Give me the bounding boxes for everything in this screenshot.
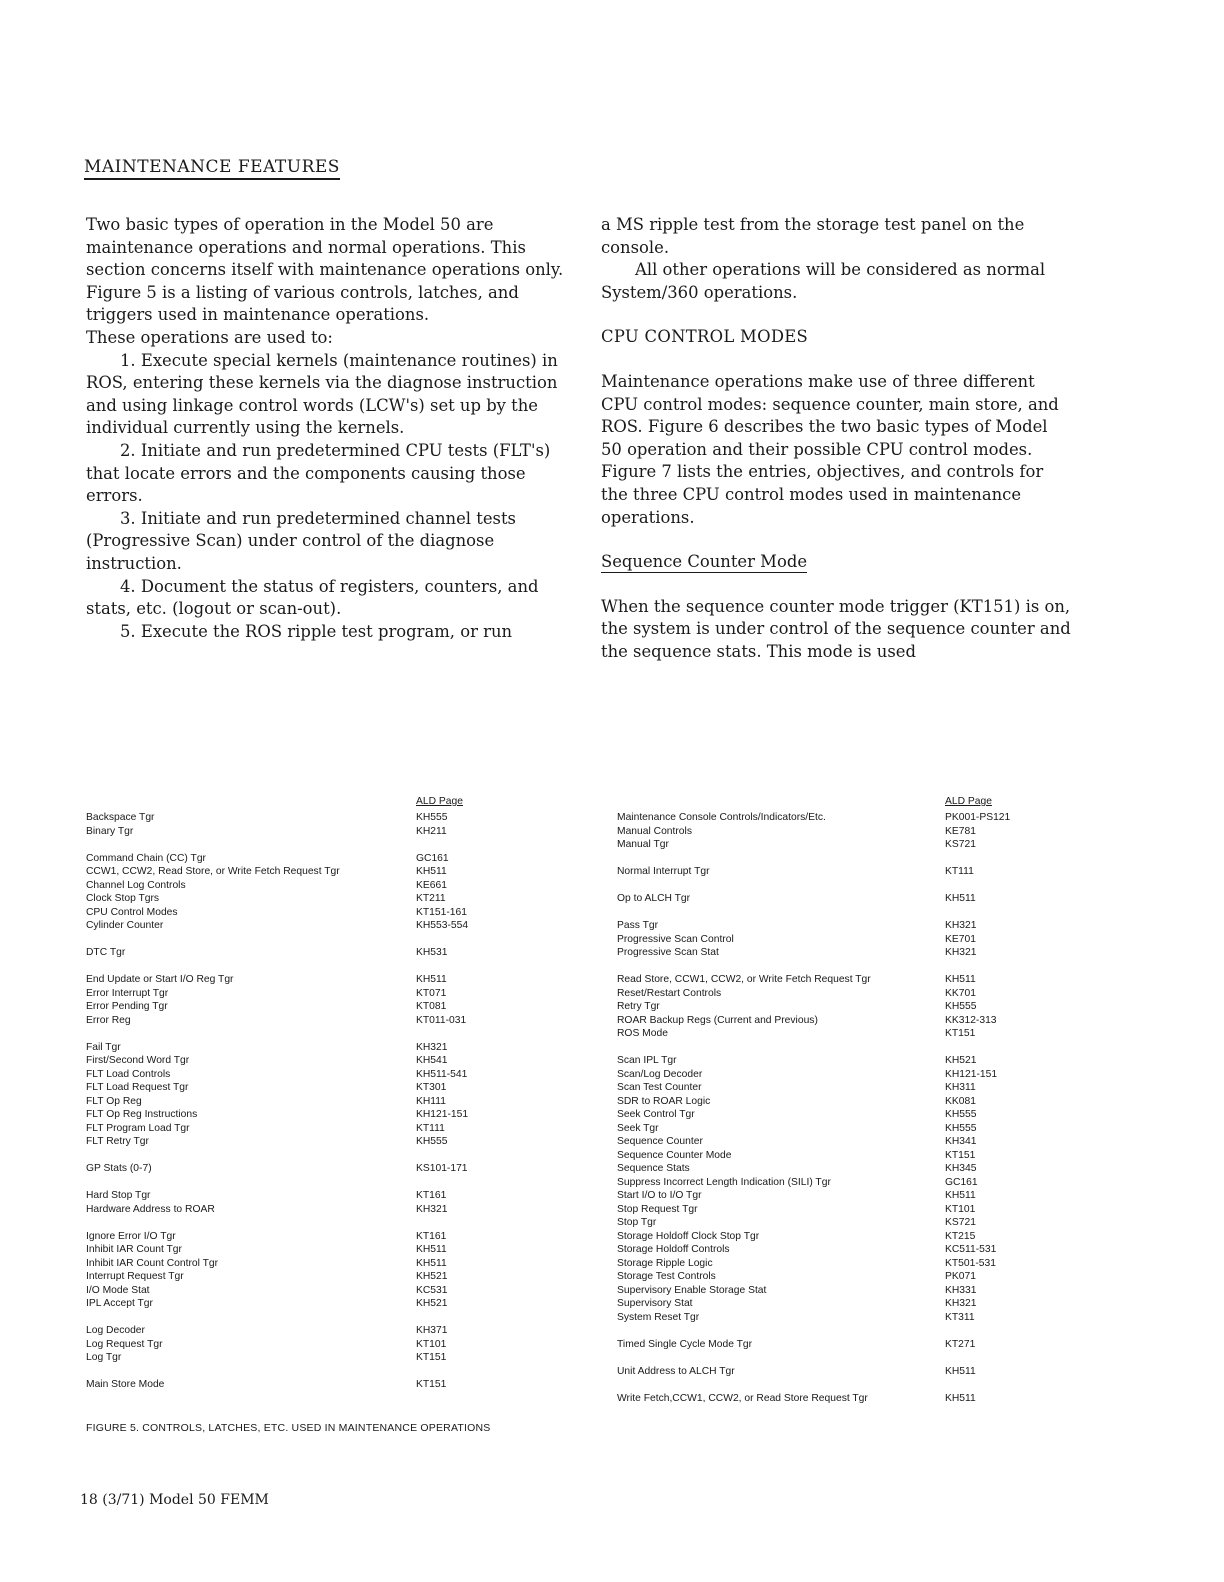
control-name: Command Chain (CC) Tgr: [86, 852, 206, 864]
table-row: [86, 1108, 506, 1122]
control-name: Supervisory Stat: [617, 1298, 693, 1309]
table-row: [86, 1284, 506, 1298]
control-name: Inhibit IAR Count Control Tgr: [86, 1257, 219, 1269]
table-row: [86, 1297, 506, 1311]
list-item: 2. Initiate and run predetermined CPU tests (FLT's) that locate errors and the components causing those errors.: [86, 440, 551, 506]
ald-page-value: KT151: [945, 1149, 976, 1161]
ald-page-value: KH521: [945, 1055, 977, 1066]
ald-page-value: KH511: [945, 974, 976, 985]
ald-page-value: KH341: [945, 1136, 977, 1147]
table-row: [86, 879, 506, 893]
ald-page-value: KH321: [945, 920, 977, 931]
ald-page-value: PK001-PS121: [945, 812, 1011, 823]
table-row: [86, 865, 506, 879]
ald-page-value: KH521: [416, 1298, 448, 1309]
control-name: Fail Tgr: [86, 1041, 121, 1053]
group-spacer: [617, 1041, 1037, 1055]
control-name: Error Pending Tgr: [86, 1001, 168, 1012]
ald-page-value: GC161: [945, 1176, 978, 1188]
control-name: Error Interrupt Tgr: [86, 987, 169, 999]
ald-page-value: KH555: [945, 1122, 977, 1134]
ald-page-value: KK312-313: [945, 1014, 997, 1026]
control-name: FLT Load Controls: [86, 1068, 171, 1080]
table-row: [86, 1257, 506, 1271]
ald-page-value: KT271: [945, 1338, 976, 1350]
table-row: [86, 1351, 506, 1365]
ald-page-value: KT111: [945, 866, 974, 877]
left-text-column: [86, 214, 572, 643]
figure-table-right: [617, 795, 1037, 1405]
table-row: [86, 811, 506, 825]
table-row: [617, 1216, 1037, 1230]
table-row: [617, 1162, 1037, 1176]
ald-page-value: KH555: [416, 812, 448, 823]
group-spacer: [617, 1324, 1037, 1338]
table-row: [617, 825, 1037, 839]
ald-page-value: KH555: [945, 1109, 977, 1120]
table-row: [86, 1243, 506, 1257]
ald-page-value: KH511: [416, 1257, 447, 1269]
table-row: [617, 1014, 1037, 1028]
ald-page-value: KS721: [945, 1217, 976, 1228]
table-row: [617, 1257, 1037, 1271]
ald-page-value: KC511-531: [945, 1244, 997, 1255]
lead-in: These operations are used to:: [86, 327, 333, 347]
ald-page-value: KH511-541: [416, 1068, 468, 1080]
ald-page-value: KH511: [945, 1190, 976, 1201]
table-row: [617, 1338, 1037, 1352]
control-name: Scan IPL Tgr: [617, 1055, 677, 1066]
table-row: [86, 1000, 506, 1014]
table-row: [617, 1095, 1037, 1109]
group-spacer: [86, 1365, 506, 1379]
ald-page-value: KH331: [945, 1284, 977, 1296]
table-row: [617, 1122, 1037, 1136]
table-row: [617, 1108, 1037, 1122]
group-spacer: [86, 960, 506, 974]
table-row: [617, 1054, 1037, 1068]
section-title: MAINTENANCE FEATURES: [84, 157, 340, 180]
ald-page-value: KT151: [945, 1028, 976, 1039]
table-row: [86, 1081, 506, 1095]
table-row: [86, 1014, 506, 1028]
control-name: Stop Tgr: [617, 1217, 657, 1228]
cpu-control-modes-heading: CPU CONTROL MODES: [601, 327, 809, 347]
table-row: [617, 946, 1037, 960]
control-name: Cylinder Counter: [86, 920, 164, 931]
control-name: Log Decoder: [86, 1325, 145, 1336]
control-name: Unit Address to ALCH Tgr: [617, 1365, 735, 1377]
control-name: Storage Holdoff Clock Stop Tgr: [617, 1230, 760, 1242]
control-name: Maintenance Console Controls/Indicators/Etc.: [617, 812, 826, 823]
ald-page-value: KH511: [945, 893, 976, 904]
control-name: Scan Test Counter: [617, 1082, 702, 1093]
table-row: [617, 1176, 1037, 1190]
ald-page-value: KT501-531: [945, 1257, 996, 1269]
control-name: Inhibit IAR Count Tgr: [86, 1244, 182, 1255]
control-name: Binary Tgr: [86, 825, 134, 837]
table-row: [617, 892, 1037, 906]
right-text-column: [601, 214, 1071, 664]
control-name: Supervisory Enable Storage Stat: [617, 1284, 767, 1296]
control-modes-paragraph: Maintenance operations make use of three different CPU control modes: sequence counter, main store, and ROS. Figure 6 describes the two basic types of Model 50 operation and their possible CPU control modes. Figure 7 lists the entries, objectives, and controls for the three CPU control modes used in maintenance operations.: [601, 371, 1059, 527]
ald-page-value: KS101-171: [416, 1163, 468, 1174]
table-row: [617, 933, 1037, 947]
table-row: [617, 1243, 1037, 1257]
table-row: [86, 1338, 506, 1352]
list-item: 1. Execute special kernels (maintenance routines) in ROS, entering these kernels via the diagnose instruction and using linkage control words (LCW's) set up by the individual currently using the kernels.: [86, 350, 558, 438]
intro-paragraph: Two basic types of operation in the Model 50 are maintenance operations and normal operations. This section concerns itself with maintenance operations only. Figure 5 is a listing of various controls, latches, and triggers used in maintenance operations.: [86, 215, 564, 325]
control-name: Op to ALCH Tgr: [617, 893, 691, 904]
table-row: [617, 1149, 1037, 1163]
group-spacer: [617, 852, 1037, 866]
ald-page-value: KT081: [416, 1001, 447, 1012]
control-name: Sequence Stats: [617, 1163, 690, 1174]
ald-page-value: KH553-554: [416, 920, 469, 931]
ald-page-value: KH321: [416, 1203, 448, 1215]
table-row: [617, 1284, 1037, 1298]
control-name: Timed Single Cycle Mode Tgr: [617, 1338, 753, 1350]
group-spacer: [617, 960, 1037, 974]
control-name: Reset/Restart Controls: [617, 987, 722, 999]
control-name: IPL Accept Tgr: [86, 1298, 153, 1309]
table-row: [617, 838, 1037, 852]
control-name: Hard Stop Tgr: [86, 1190, 151, 1201]
table-row: [617, 1270, 1037, 1284]
group-spacer: [86, 838, 506, 852]
ald-page-value: KC531: [416, 1284, 448, 1296]
table-row: [617, 1297, 1037, 1311]
table-row: [86, 892, 506, 906]
ald-page-value: KT101: [945, 1203, 976, 1215]
page-footer: 18 (3/71) Model 50 FEMM: [80, 1492, 269, 1508]
control-name: Hardware Address to ROAR: [86, 1203, 215, 1215]
table-row: [86, 1068, 506, 1082]
table-row: [86, 973, 506, 987]
control-name: Sequence Counter Mode: [617, 1149, 732, 1161]
table-row: [86, 1230, 506, 1244]
ald-page-value: KT311: [945, 1311, 975, 1323]
table-row: [86, 825, 506, 839]
control-name: Manual Tgr: [617, 839, 669, 850]
control-name: Start I/O to I/O Tgr: [617, 1190, 702, 1201]
ald-page-value: KT071: [416, 987, 447, 999]
table-row: [617, 919, 1037, 933]
table-row: [617, 1081, 1037, 1095]
table-row: [86, 1378, 506, 1392]
control-name: Seek Tgr: [617, 1122, 659, 1134]
control-name: Storage Holdoff Controls: [617, 1244, 730, 1255]
ald-page-value: KH211: [416, 825, 447, 837]
ald-page-header: ALD Page: [416, 796, 463, 807]
control-name: System Reset Tgr: [617, 1311, 700, 1323]
ald-page-value: KE661: [416, 879, 447, 891]
figure-caption: FIGURE 5. CONTROLS, LATCHES, ETC. USED IN MAINTENANCE OPERATIONS: [86, 1422, 491, 1434]
control-name: FLT Op Reg: [86, 1095, 142, 1107]
ald-page-value: KH511: [945, 1392, 976, 1404]
control-name: FLT Retry Tgr: [86, 1136, 149, 1147]
ald-page-header: ALD Page: [945, 796, 992, 807]
ald-page-value: GC161: [416, 852, 449, 864]
table-row: [86, 987, 506, 1001]
control-name: Ignore Error I/O Tgr: [86, 1230, 176, 1242]
table-row: [86, 906, 506, 920]
table-row: [86, 1095, 506, 1109]
control-name: CPU Control Modes: [86, 906, 178, 918]
table-row: [617, 865, 1037, 879]
group-spacer: [86, 933, 506, 947]
group-spacer: [617, 879, 1037, 893]
control-name: Backspace Tgr: [86, 812, 155, 823]
group-spacer: [86, 1027, 506, 1041]
ald-page-value: KT211: [416, 893, 446, 904]
control-name: FLT Op Reg Instructions: [86, 1109, 198, 1120]
control-name: FLT Program Load Tgr: [86, 1122, 190, 1134]
table-row: [617, 1365, 1037, 1379]
table-row: [617, 1135, 1037, 1149]
control-name: CCW1, CCW2, Read Store, or Write Fetch Request Tgr: [86, 866, 340, 877]
list-item: 3. Initiate and run predetermined channel tests (Progressive Scan) under control of the diagnose instruction.: [86, 508, 516, 573]
sequence-counter-paragraph: When the sequence counter mode trigger (KT151) is on, the system is under control of the sequence counter and the sequence stats. This mode is used: [601, 596, 1071, 661]
ald-page-value: KT215: [945, 1230, 976, 1242]
control-name: Storage Ripple Logic: [617, 1257, 713, 1269]
group-spacer: [86, 1216, 506, 1230]
ald-page-value: KH311: [945, 1082, 976, 1093]
table-row: [86, 946, 506, 960]
ald-page-value: KH555: [945, 1001, 977, 1012]
ald-page-value: KT161: [416, 1230, 447, 1242]
control-name: Pass Tgr: [617, 920, 659, 931]
control-name: Normal Interrupt Tgr: [617, 866, 710, 877]
table-row: [86, 1122, 506, 1136]
table-row: [617, 1230, 1037, 1244]
table-row: [617, 1392, 1037, 1406]
sequence-counter-mode-subheading: Sequence Counter Mode: [601, 552, 808, 572]
control-name: GP Stats (0-7): [86, 1163, 152, 1174]
control-name: Clock Stop Tgrs: [86, 893, 160, 904]
ald-page-value: KH321: [945, 947, 977, 958]
ald-page-value: KH371: [416, 1325, 448, 1336]
control-name: Interrupt Request Tgr: [86, 1271, 184, 1282]
table-row: [86, 1041, 506, 1055]
ald-page-value: KH511: [416, 866, 447, 877]
ald-page-value: KT101: [416, 1338, 447, 1350]
ald-page-value: KT151: [416, 1352, 447, 1363]
control-name: Manual Controls: [617, 825, 692, 837]
ald-page-value: PK071: [945, 1271, 976, 1282]
control-name: ROS Mode: [617, 1028, 668, 1039]
table-row: [86, 1054, 506, 1068]
control-name: Storage Test Controls: [617, 1271, 716, 1282]
table-row: [86, 1203, 506, 1217]
group-spacer: [617, 906, 1037, 920]
table-row: [86, 852, 506, 866]
control-name: Scan/Log Decoder: [617, 1068, 703, 1080]
ald-page-value: KH531: [416, 947, 448, 958]
control-name: Read Store, CCW1, CCW2, or Write Fetch Request Tgr: [617, 974, 871, 985]
ald-page-value: KH321: [945, 1298, 977, 1309]
ald-page-value: KH121-151: [945, 1068, 998, 1080]
control-name: First/Second Word Tgr: [86, 1055, 190, 1066]
table-row: [86, 1135, 506, 1149]
ald-page-value: KE701: [945, 933, 976, 945]
table-row: [617, 1027, 1037, 1041]
group-spacer: [617, 1351, 1037, 1365]
control-name: ROAR Backup Regs (Current and Previous): [617, 1014, 818, 1026]
ald-page-value: KE781: [945, 825, 976, 837]
control-name: Write Fetch,CCW1, CCW2, or Read Store Request Tgr: [617, 1392, 868, 1404]
control-name: End Update or Start I/O Reg Tgr: [86, 974, 234, 985]
table-row: [617, 1189, 1037, 1203]
control-name: Progressive Scan Stat: [617, 947, 719, 958]
table-row: [86, 1270, 506, 1284]
table-row: [617, 1203, 1037, 1217]
table-row: [86, 1162, 506, 1176]
table-row: [86, 919, 506, 933]
control-name: Main Store Mode: [86, 1379, 165, 1390]
group-spacer: [86, 1176, 506, 1190]
ald-page-value: KH511: [416, 974, 447, 985]
control-name: Channel Log Controls: [86, 879, 186, 891]
ald-page-value: KH521: [416, 1271, 448, 1282]
group-spacer: [86, 1311, 506, 1325]
table-row: [617, 1000, 1037, 1014]
control-name: Log Tgr: [86, 1352, 122, 1363]
control-name: Retry Tgr: [617, 1001, 660, 1012]
ald-page-value: KS721: [945, 839, 976, 850]
ald-page-value: KK081: [945, 1095, 976, 1107]
control-name: SDR to ROAR Logic: [617, 1095, 711, 1107]
ald-page-value: KT111: [416, 1122, 445, 1134]
control-name: Log Request Tgr: [86, 1338, 163, 1350]
table-row: [617, 1068, 1037, 1082]
table-row: [617, 811, 1037, 825]
ald-page-value: KH541: [416, 1055, 448, 1066]
ald-page-value: KH345: [945, 1163, 977, 1174]
group-spacer: [617, 1378, 1037, 1392]
list-item: 5. Execute the ROS ripple test program, or run: [120, 621, 513, 641]
figure-table-left: [86, 795, 506, 1392]
control-name: Sequence Counter: [617, 1136, 703, 1147]
ald-page-value: KH121-151: [416, 1109, 469, 1120]
continuation-paragraph: a MS ripple test from the storage test panel on the console.: [601, 215, 1025, 257]
group-spacer: [86, 1149, 506, 1163]
control-name: FLT Load Request Tgr: [86, 1082, 189, 1093]
table-row: [617, 987, 1037, 1001]
control-name: Progressive Scan Control: [617, 933, 734, 945]
ald-page-value: KT151: [416, 1379, 447, 1390]
ald-page-value: KT301: [416, 1082, 447, 1093]
table-row: [86, 1324, 506, 1338]
ald-page-value: KH511: [945, 1365, 976, 1377]
ald-page-value: KH321: [416, 1041, 448, 1053]
table-row: [617, 973, 1037, 987]
table-row: [617, 1311, 1037, 1325]
control-name: I/O Mode Stat: [86, 1284, 150, 1296]
control-name: Seek Control Tgr: [617, 1109, 695, 1120]
ald-page-value: KK701: [945, 987, 976, 999]
control-name: Error Reg: [86, 1014, 131, 1026]
table-row: [86, 1189, 506, 1203]
ald-page-value: KT161: [416, 1190, 447, 1201]
ald-page-value: KT011-031: [416, 1014, 467, 1026]
ald-page-value: KT151-161: [416, 906, 467, 918]
ald-page-value: KH511: [416, 1244, 447, 1255]
ald-page-value: KH555: [416, 1136, 448, 1147]
list-item: 4. Document the status of registers, counters, and stats, etc. (logout or scan-out).: [86, 576, 539, 619]
ald-page-value: KH111: [416, 1095, 446, 1107]
control-name: Suppress Incorrect Length Indication (SILI) Tgr: [617, 1176, 831, 1188]
control-name: DTC Tgr: [86, 947, 126, 958]
control-name: Stop Request Tgr: [617, 1203, 698, 1215]
normal-operations-paragraph: All other operations will be considered as normal System/360 operations.: [601, 260, 1046, 302]
